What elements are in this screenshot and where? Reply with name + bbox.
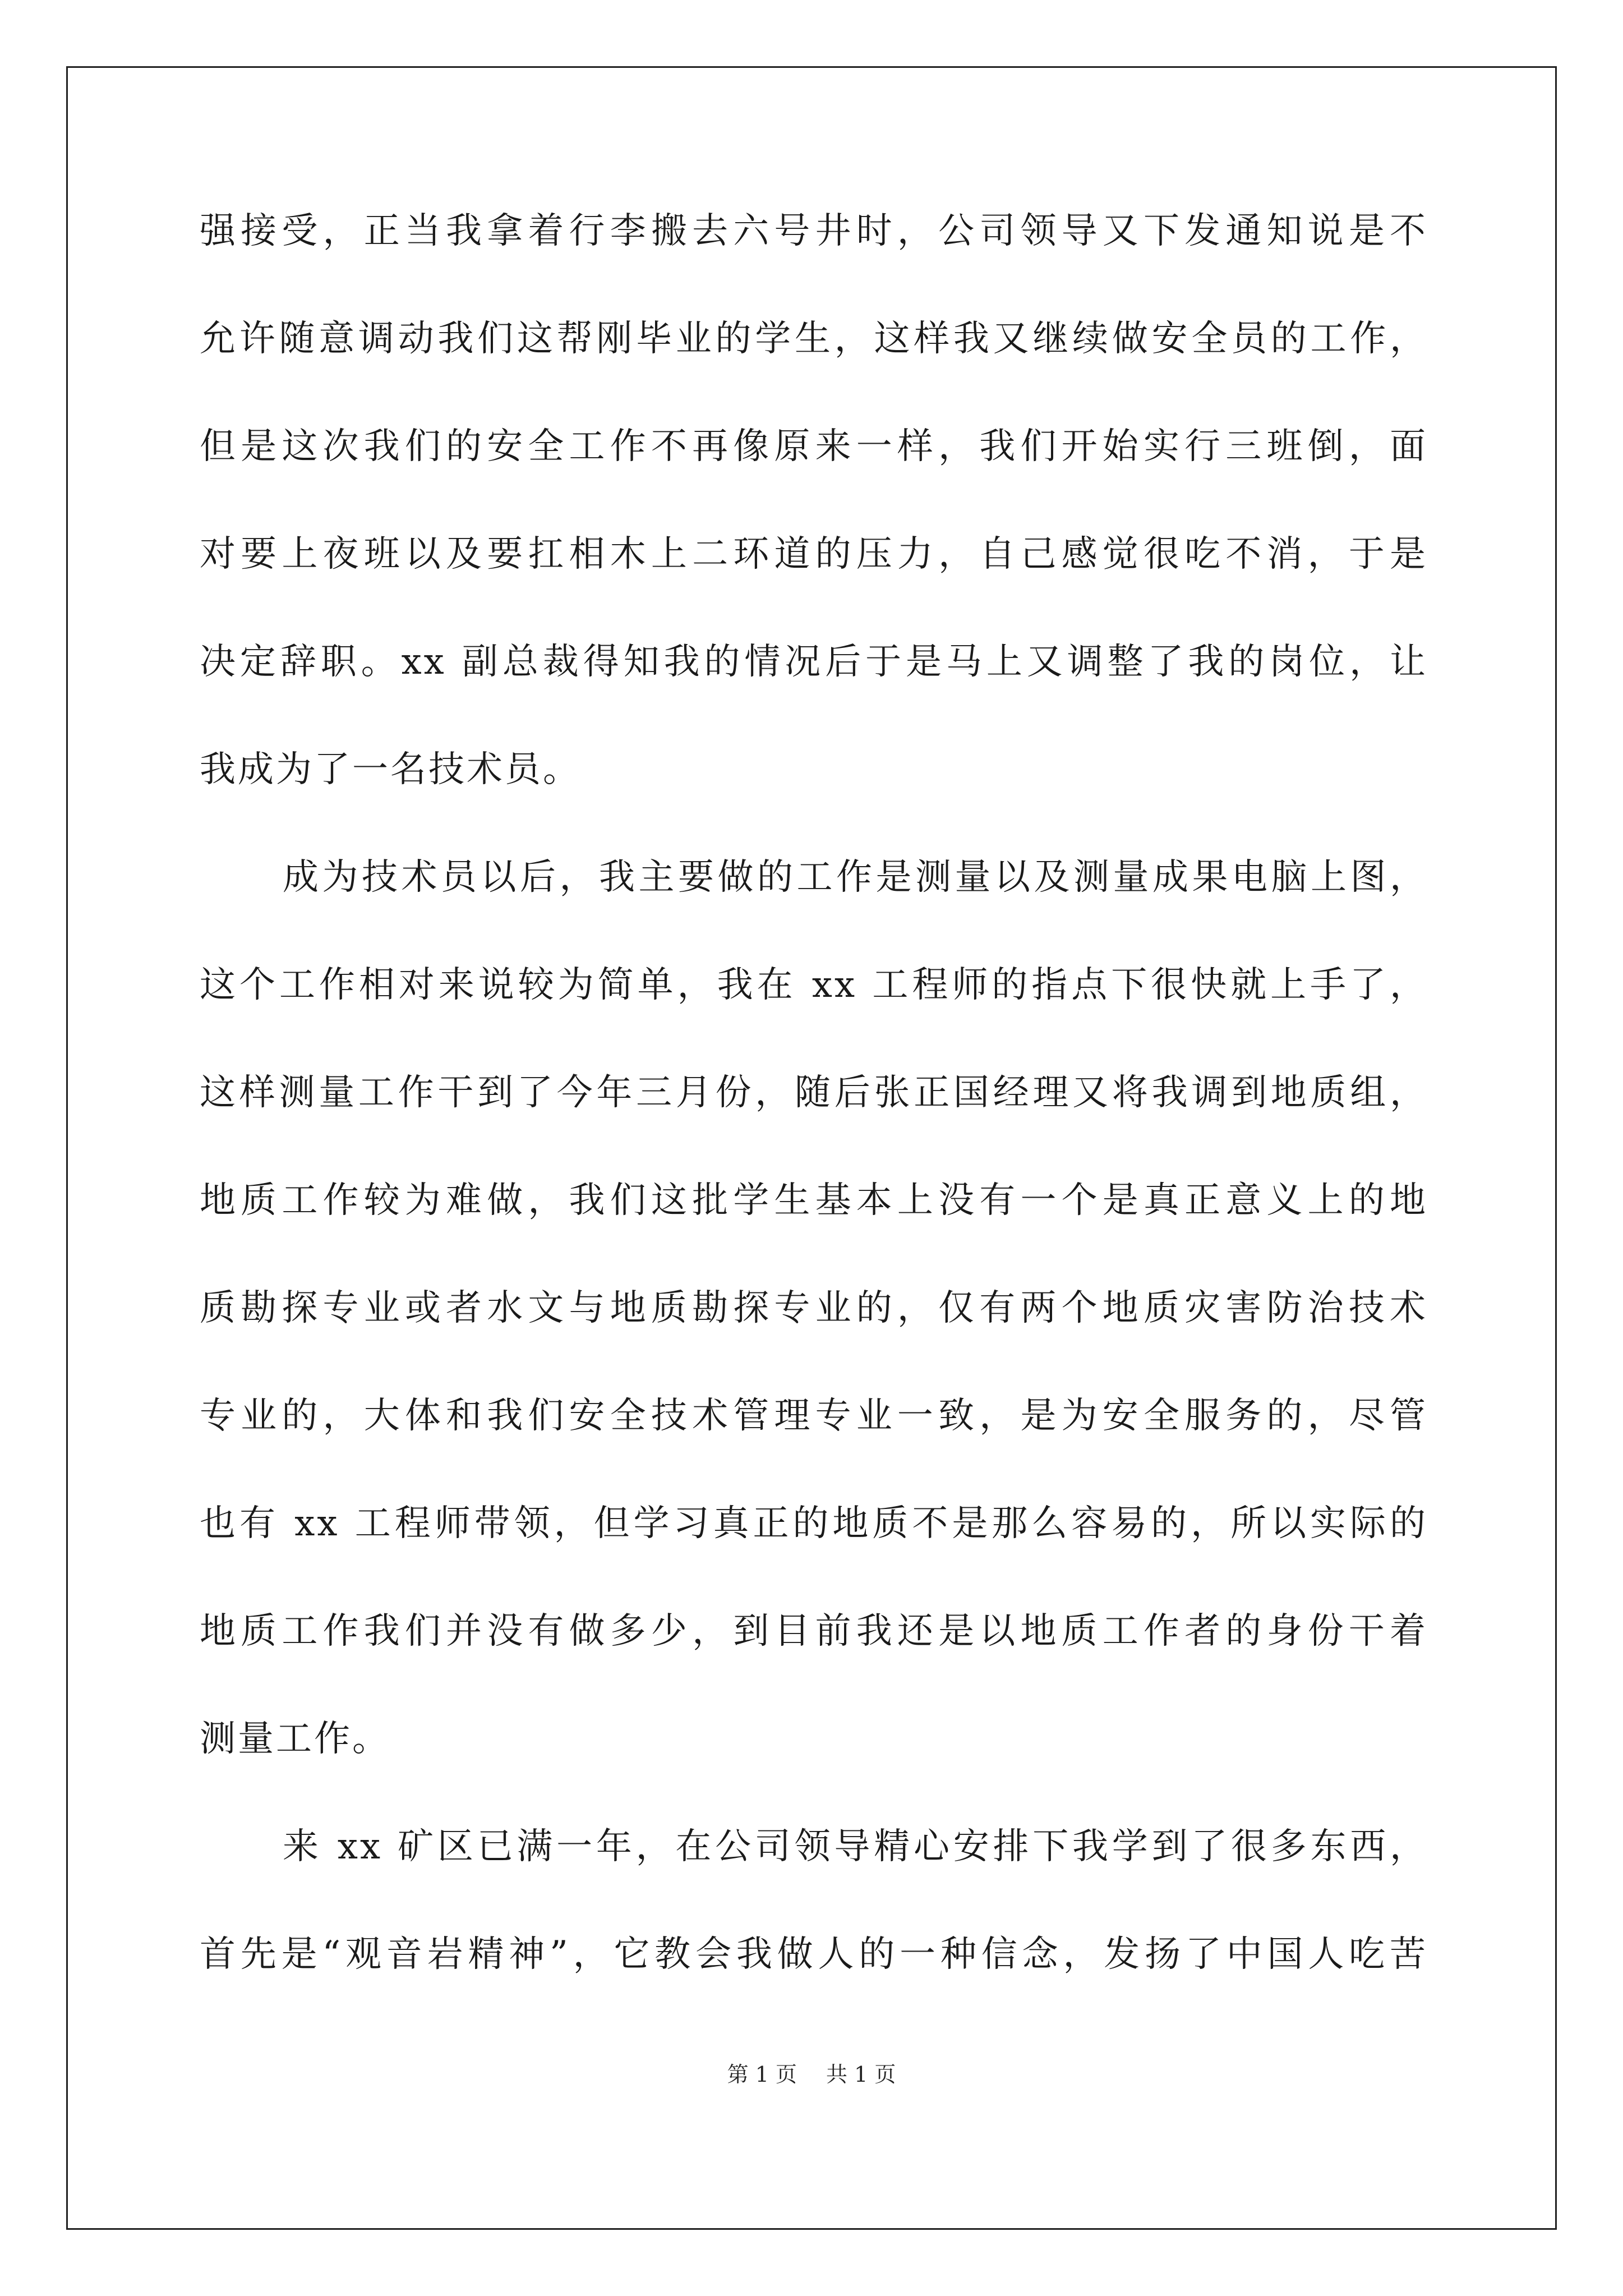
text-line: 对要上夜班以及要扛相木上二环道的压力，自己感觉很吃不消，于是	[200, 533, 1428, 575]
text-line: 测量工作。	[200, 1718, 390, 1760]
text-line: 质勘探专业或者水文与地质勘探专业的，仅有两个地质灾害防治技术	[200, 1287, 1428, 1329]
text-line: 首先是“观音岩精神”，它教会我做人的一种信念，发扬了中国人吃苦	[200, 1934, 1428, 1975]
text-line: 这样测量工作干到了今年三月份，随后张正国经理又将我调到地质组，	[200, 1072, 1428, 1114]
document-body	[200, 210, 1428, 2044]
text-line: 地质工作较为难做，我们这批学生基本上没有一个是真正意义上的地	[200, 1180, 1428, 1221]
text-line: 专业的，大体和我们安全技术管理专业一致，是为安全服务的，尽管	[200, 1395, 1428, 1437]
text-line: 我成为了一名技术员。	[200, 749, 581, 790]
text-line: 但是这次我们的安全工作不再像原来一样，我们开始实行三班倒，面	[200, 426, 1428, 467]
page-number: 第 1 页	[727, 2062, 797, 2087]
page-footer	[0, 2057, 1623, 2088]
text-line: 强接受，正当我拿着行李搬去六号井时，公司领导又下发通知说是不	[200, 210, 1428, 252]
text-line: 也有 xx 工程师带领，但学习真正的地质不是那么容易的，所以实际的	[200, 1503, 1428, 1544]
text-line: 成为技术员以后，我主要做的工作是测量以及测量成果电脑上图，	[283, 857, 1428, 898]
text-line: 地质工作我们并没有做多少，到目前我还是以地质工作者的身份干着	[200, 1611, 1428, 1652]
text-line: 来 xx 矿区已满一年，在公司领导精心安排下我学到了很多东西，	[283, 1826, 1428, 1867]
text-line: 允许随意调动我们这帮刚毕业的学生，这样我又继续做安全员的工作，	[200, 318, 1428, 360]
text-line: 决定辞职。xx 副总裁得知我的情况后于是马上又调整了我的岗位，让	[200, 641, 1428, 683]
page-total: 共 1 页	[826, 2062, 896, 2087]
text-line: 这个工作相对来说较为简单，我在 xx 工程师的指点下很快就上手了，	[200, 964, 1428, 1006]
